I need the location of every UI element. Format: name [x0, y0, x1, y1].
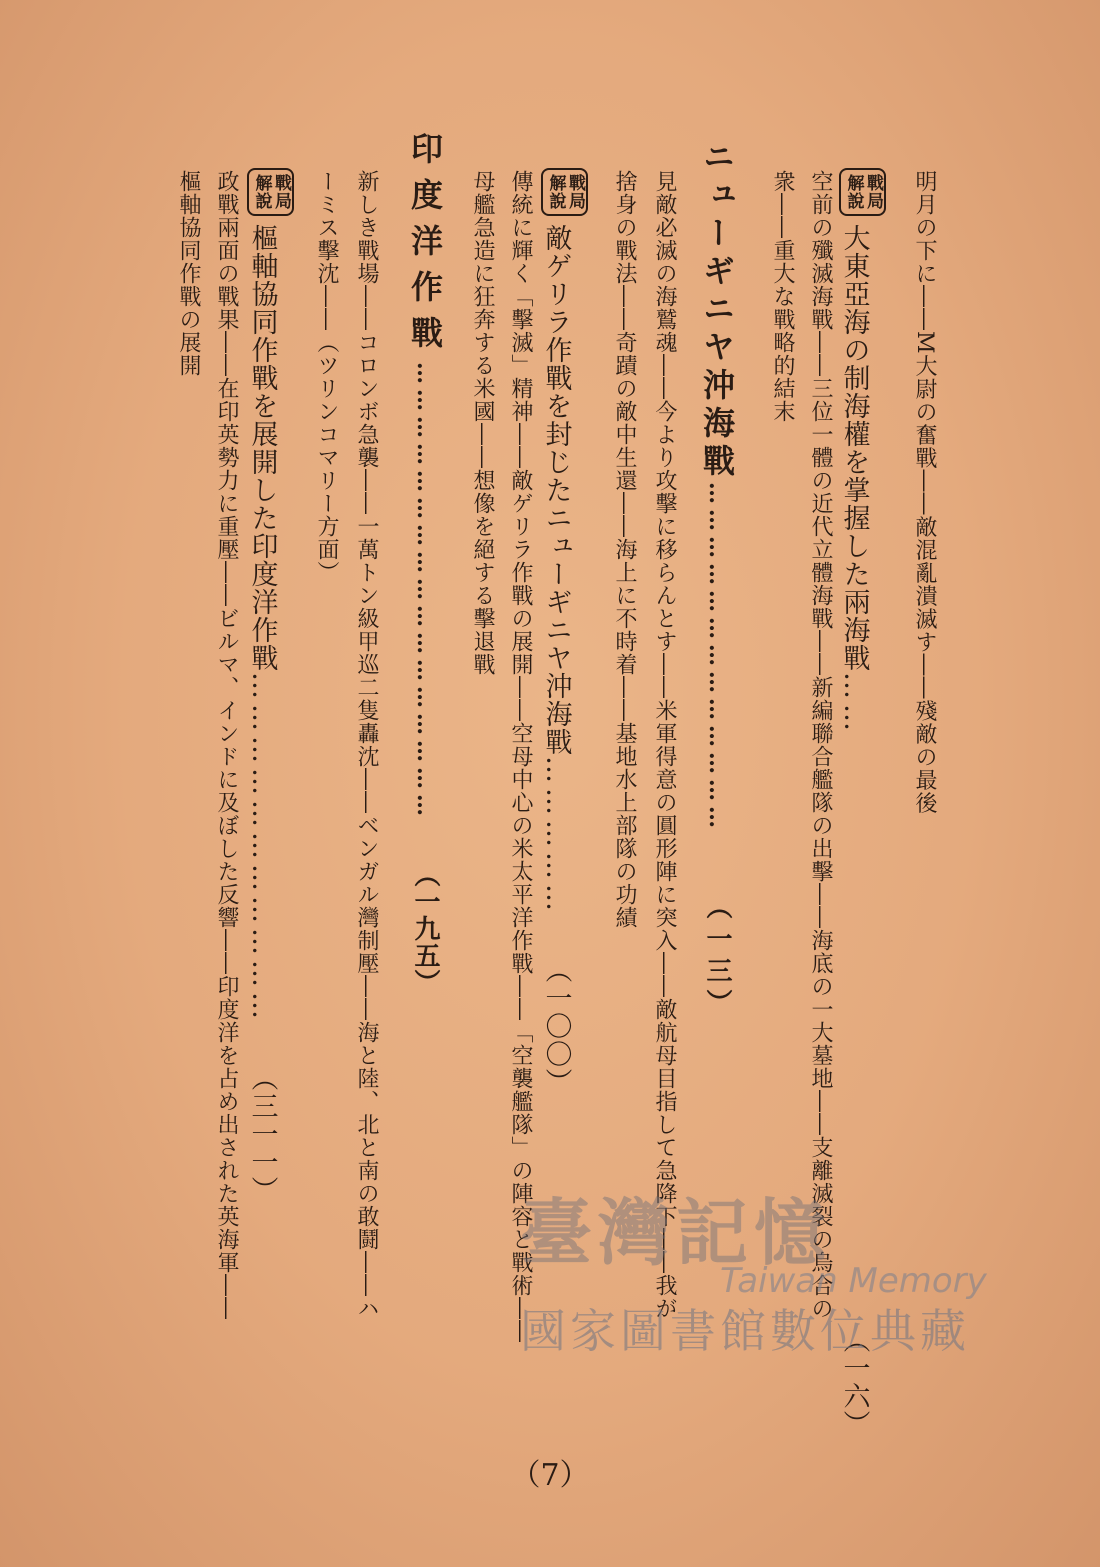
section-2-leader: ……………: [540, 756, 572, 916]
section-3-leader: ……………………………: [246, 672, 278, 1024]
watermark-english: Taiwan Memory: [720, 1261, 987, 1301]
heading-2-page: （一九五）: [410, 861, 440, 996]
toc-entry-2-line-2: 捨身の戰法――奇蹟の敵中生還――海上に不時着――基地水上部隊の功績: [612, 170, 637, 929]
section-1-page: （一六）: [838, 1326, 870, 1438]
section-label-box: 戰局 解說: [541, 168, 588, 216]
toc-section-2-sub-2: 母艦急造に狂奔する米國――想像を絕する擊退戰: [470, 170, 495, 676]
heading-2-title: 印度洋作戰: [406, 132, 444, 362]
toc-section-3-sub-2: 樞軸協同作戰の展開: [176, 170, 201, 377]
section-label-box: 戰局 解說: [839, 168, 886, 216]
toc-entry-3-line-2: ーミス擊沈――（ツリンコマリー方面）: [314, 170, 339, 584]
watermark-chinese: 臺灣記憶: [520, 1191, 833, 1275]
section-label-box: 戰局 解說: [247, 168, 294, 216]
page-number: （7）: [510, 1458, 590, 1493]
section-3-page: （三一一）: [246, 1064, 278, 1204]
toc-section-1-sub-1: 空前の殲滅海戰――三位一體の近代立體海戰――新編聯合艦隊の出擊――海底の一大墓地――支離滅裂の烏合の: [808, 170, 833, 1320]
toc-section-1-sub-2: 衆――重大な戰略的結末: [770, 170, 795, 423]
section-3-title: 樞軸協同作戰を展開した印度洋作戰: [246, 224, 278, 672]
watermark-library: 國家圖書館數位典藏: [520, 1304, 970, 1358]
toc-section-3: [242, 0, 294, 1567]
toc-heading-2: [402, 0, 448, 1567]
section-2-page: （一〇〇）: [540, 956, 572, 1096]
section-2-title: 敵ゲリラ作戰を封じたニューギニヤ沖海戰: [540, 224, 572, 756]
heading-1-title: ニューギニヤ沖海戰: [698, 140, 736, 482]
section-1-leader: ……: [838, 672, 870, 736]
toc-section-2-sub-1: 傳統に輝く「擊滅」精神――敵ゲリラ作戰の展開――空母中心の米太平洋作戰――「空襲艦隊」の陣容と戰術――: [508, 170, 533, 1343]
toc-entry-2-line-1: 見敵必滅の海鷲魂――今より攻擊に移らんとす――米軍得意の圓形陣に突入――敵航母目指して急降下――我が: [652, 170, 677, 1320]
watermark: [520, 1175, 1040, 1361]
toc-entry-3-line-1: 新しき戰場――コロンボ急襲――一萬トン級甲巡二隻轟沈――ベンガル灣制壓――海と陸、北と南の敢鬪――ハ: [354, 170, 379, 1320]
toc-entry-1-text: 明月の下に――M大尉の奮戰――敵混亂潰滅す――殘敵の最後: [912, 170, 937, 815]
heading-1-page: （一三）: [702, 893, 732, 1021]
toc-section-3-sub-1: 政戰兩面の戰果――在印英勢力に重壓――ビルマ、インドに及ぼした反響――印度洋を占め出された英海軍――: [214, 170, 239, 1320]
heading-2-leader: ……………………………………………: [412, 362, 438, 821]
heading-1-leader: …………………………………: [704, 482, 730, 833]
section-1-title: 大東亞海の制海權を掌握した兩海戰: [838, 224, 870, 672]
